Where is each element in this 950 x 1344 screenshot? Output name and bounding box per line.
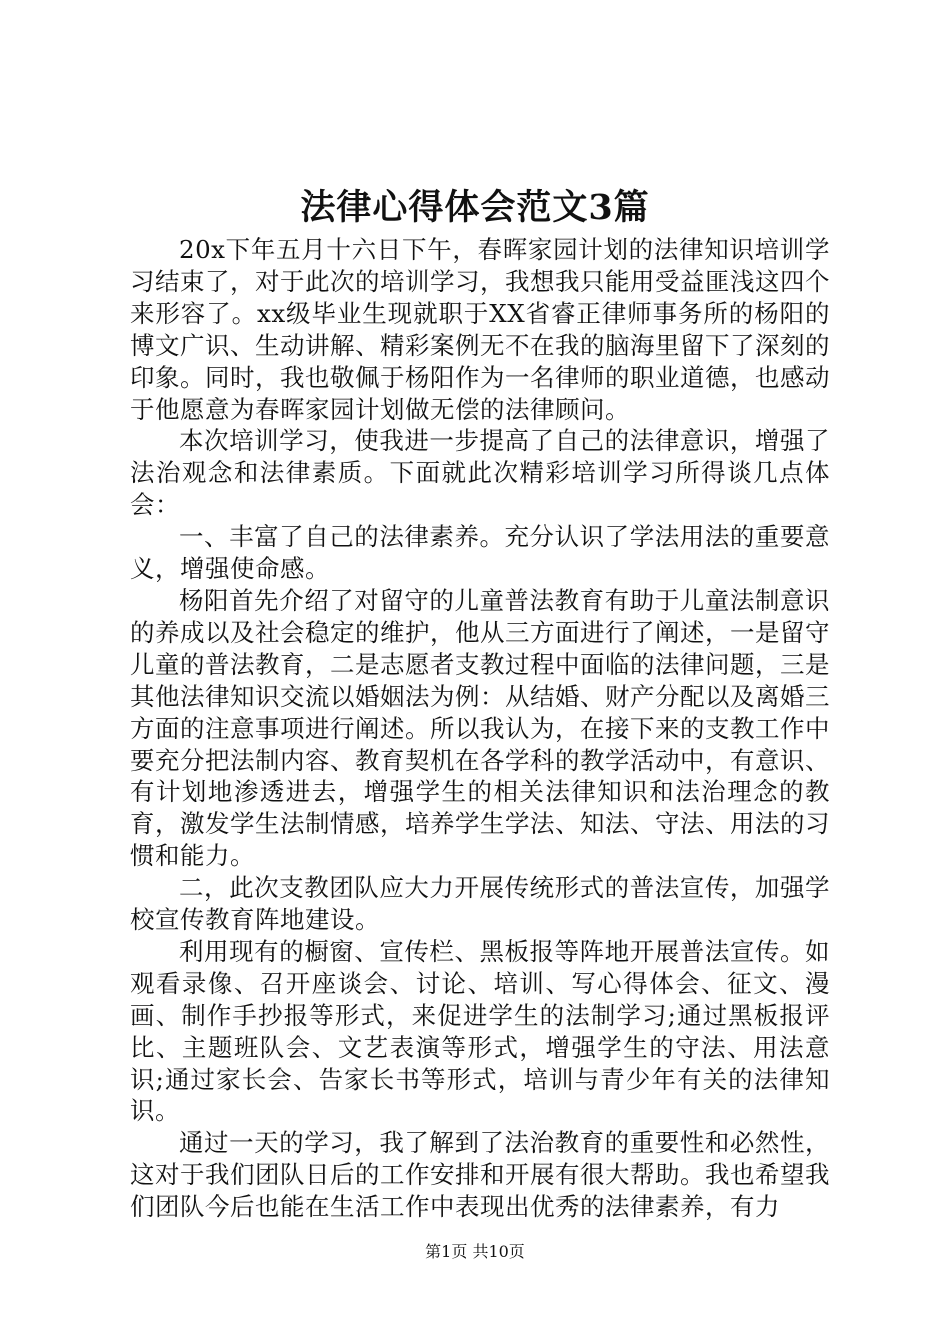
document-title: 法律心得体会范文3篇 bbox=[300, 187, 650, 228]
paragraph-2: 本次培训学习，使我进一步提高了自己的法律意识，增强了法治观念和法律素质。下面就此次精彩培训学习所得谈几点体会： bbox=[130, 426, 830, 520]
paragraph-3: 一、丰富了自己的法律素养。充分认识了学法用法的重要意义，增强使命感。 bbox=[130, 522, 830, 584]
paragraph-6: 利用现有的橱窗、宣传栏、黑板报等阵地开展普法宣传。如观看录像、召开座谈会、讨论、培训、写心得体会、征文、漫画、制作手抄报等形式，来促进学生的法制学习;通过黑板报评比、主题班队会、文艺表演等形式，增强学生的守法、用法意识;通过家长会、告家长书等形式，培训与青少年有关的法律知识。 bbox=[130, 936, 830, 1126]
paragraph-7: 通过一天的学习，我了解到了法治教育的重要性和必然性，这对于我们团队日后的工作安排和开展有很大帮助。我也希望我们团队今后也能在生活工作中表现出优秀的法律素养，有力 bbox=[130, 1128, 830, 1222]
paragraph-1: 20x下年五月十六日下午，春晖家园计划的法律知识培训学习结束了，对于此次的培训学习，我想我只能用受益匪浅这四个来形容了。xx级毕业生现就职于XX省睿正律师事务所的杨阳的博文广识、生动讲解、精彩案例无不在我的脑海里留下了深刻的印象。同时，我也敬佩于杨阳作为一名律师的职业道德，也感动于他愿意为春晖家园计划做无偿的法律顾问。 bbox=[130, 235, 830, 424]
document-body bbox=[130, 234, 830, 1223]
page-footer: 第1页 共10页 bbox=[425, 1242, 525, 1261]
paragraph-5: 二，此次支教团队应大力开展传统形式的普法宣传，加强学校宣传教育阵地建设。 bbox=[130, 873, 830, 935]
paragraph-4: 杨阳首先介绍了对留守的儿童普法教育有助于儿童法制意识的养成以及社会稳定的维护，他从三方面进行了阐述，一是留守儿童的普法教育，二是志愿者支教过程中面临的法律问题，三是其他法律知识交流以婚姻法为例：从结婚、财产分配以及离婚三方面的注意事项进行阐述。所以我认为，在接下来的支教工作中要充分把法制内容、教育契机在各学科的教学活动中，有意识、有计划地渗透进去，增强学生的相关法律知识和法治理念的教育，激发学生法制情感，培养学生学法、知法、守法、用法的习惯和能力。 bbox=[130, 585, 830, 871]
